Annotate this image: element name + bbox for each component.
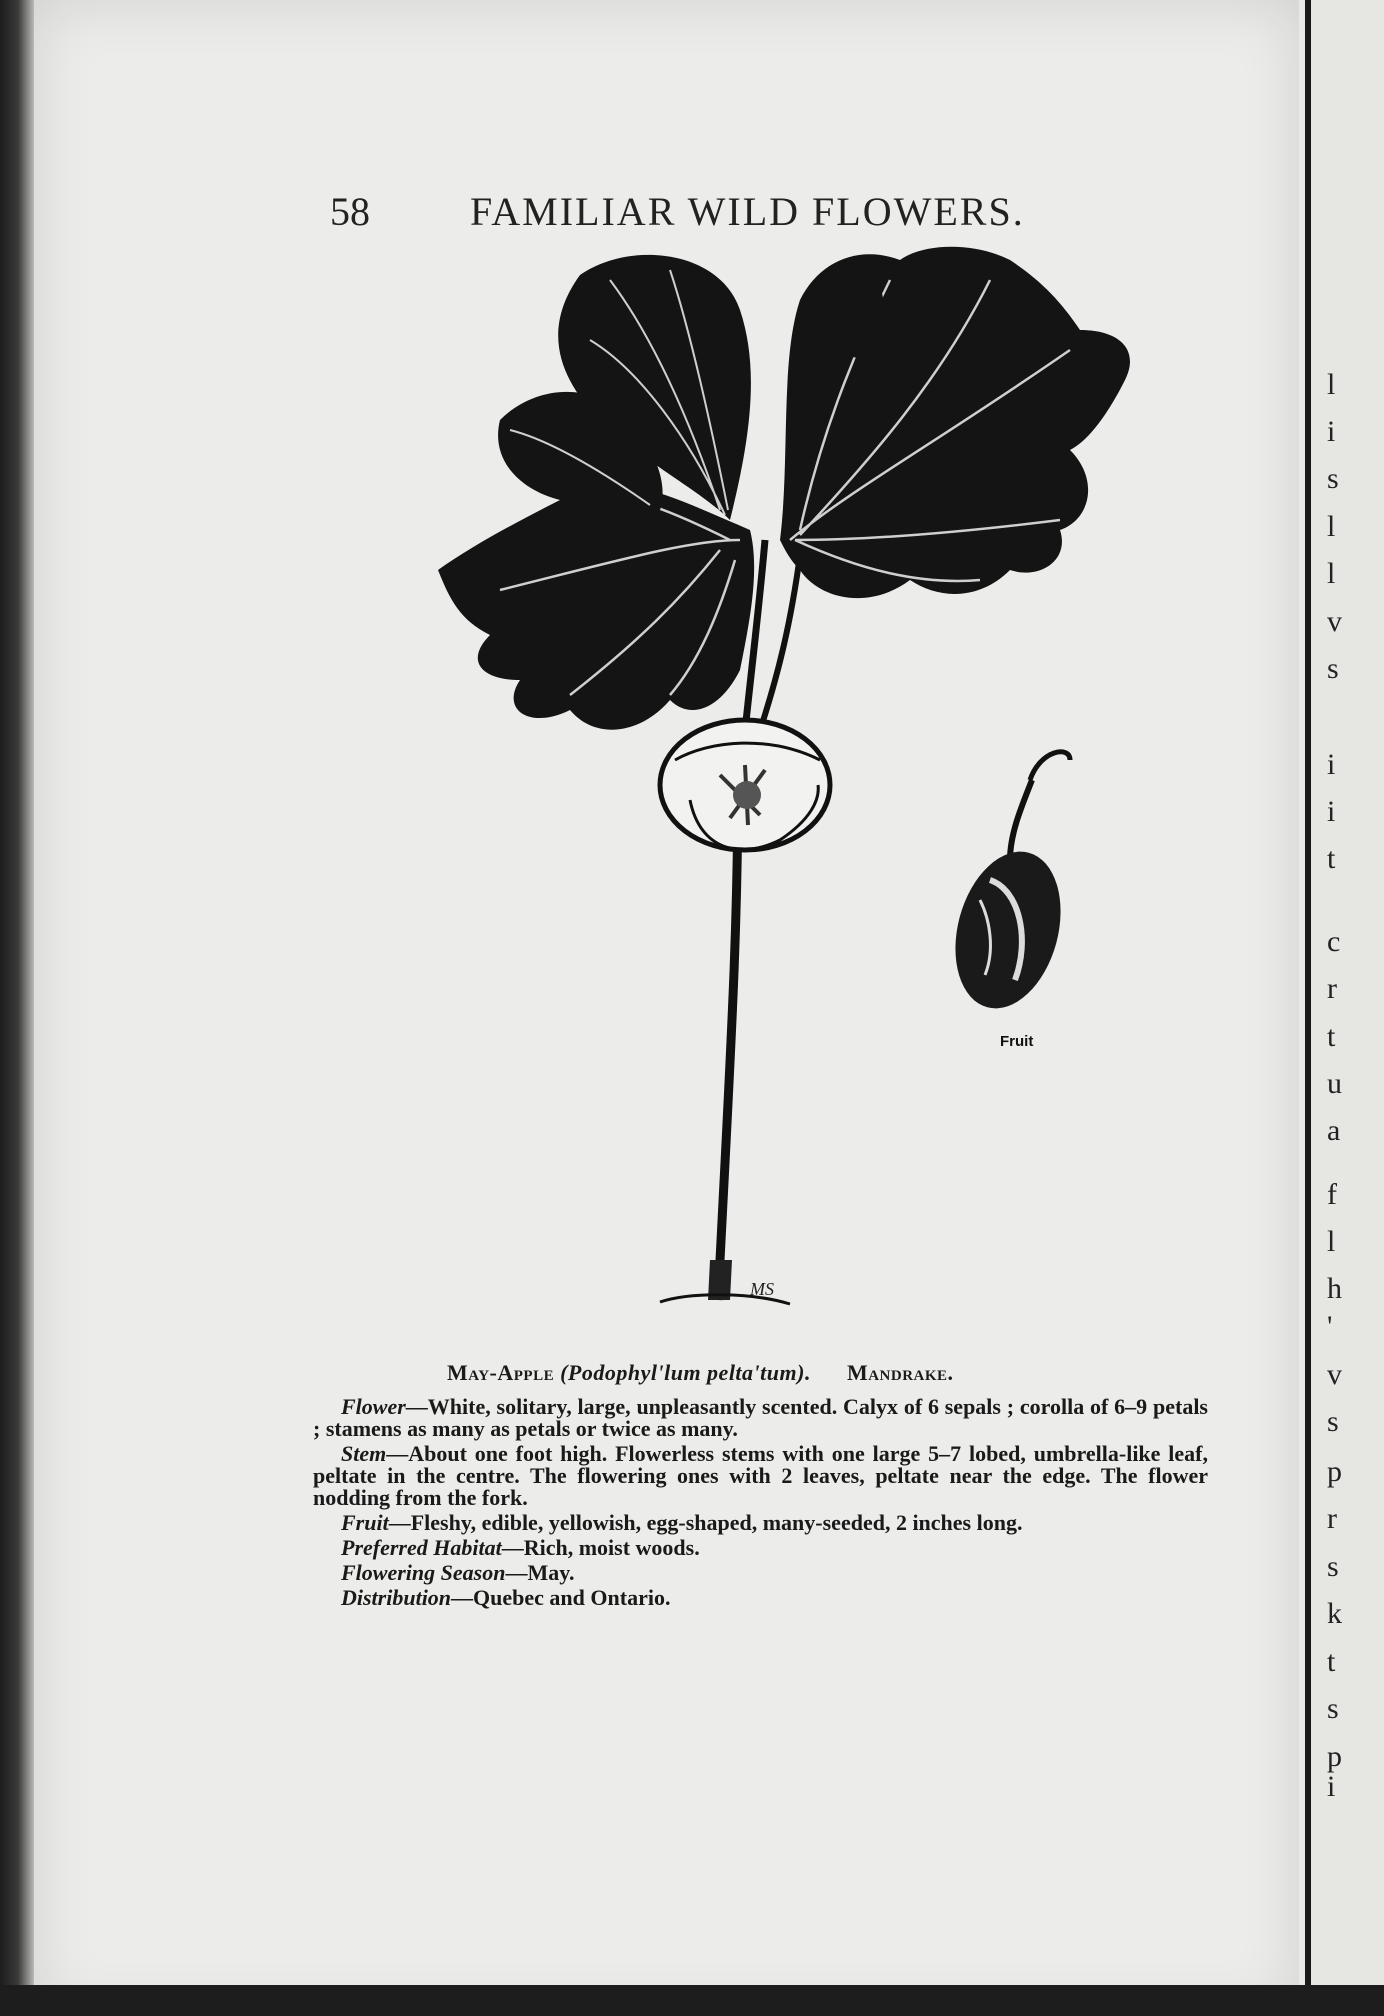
description-season [313, 1562, 1208, 1584]
page-number: 58 [330, 189, 370, 234]
adjacent-letter: ' [1327, 1310, 1333, 1343]
entry-text: —May. [505, 1560, 575, 1585]
adjacent-letter: u [1327, 1067, 1342, 1100]
alternate-name: Mandrake. [846, 1360, 954, 1385]
adjacent-letter: i [1327, 748, 1336, 781]
adjacent-letter: r [1327, 972, 1337, 1005]
adjacent-letter: c [1327, 925, 1341, 958]
adjacent-letter: l [1327, 557, 1336, 590]
entry-label: Fruit [341, 1510, 389, 1535]
description-habitat [313, 1537, 1208, 1559]
entry-text: —Fleshy, edible, yellowish, egg-shaped, many-seeded, 2 inches long. [388, 1510, 1023, 1535]
entry-text: —About one foot high. Flowerless stems with one large 5–7 lobed, umbrella-like leaf, peltate in the centre. The flowering ones with 2 leaves, peltate near the edge. The flower nodding from the fork. [313, 1441, 1208, 1510]
may-apple-illustration [420, 240, 1140, 1340]
scan-bottom-edge [0, 1985, 1384, 2016]
fruit-drawing [939, 752, 1077, 1020]
adjacent-letter: s [1327, 462, 1339, 495]
entry-label: Distribution [341, 1585, 452, 1610]
adjacent-letter: l [1327, 368, 1336, 401]
adjacent-letter: i [1327, 415, 1336, 448]
common-name: May-Apple [447, 1360, 555, 1385]
fruit-label: Fruit [1000, 1033, 1034, 1050]
nodding-flower [660, 720, 830, 850]
botanical-name: (Podophyl'lum pelta'tum). [560, 1360, 811, 1385]
adjacent-page-edge [1305, 0, 1384, 2016]
adjacent-letter: l [1327, 510, 1336, 543]
adjacent-letter: t [1327, 842, 1336, 875]
page-header [330, 180, 1130, 240]
adjacent-letter: i [1327, 795, 1336, 828]
entry-text: —Quebec and Ontario. [451, 1585, 671, 1610]
left-leaf [438, 255, 754, 730]
entry-label: Preferred Habitat [341, 1535, 502, 1560]
adjacent-letter: s [1327, 1405, 1339, 1438]
adjacent-letter: r [1327, 1502, 1337, 1535]
entry-label: Stem [341, 1441, 387, 1466]
artist-signature: MS [750, 1279, 774, 1299]
adjacent-letter: k [1327, 1597, 1342, 1630]
right-leaf [780, 247, 1130, 598]
entry-label: Flowering Season [341, 1560, 506, 1585]
adjacent-letter: p [1327, 1740, 1342, 1773]
adjacent-letter: s [1327, 652, 1339, 685]
adjacent-letter: l [1327, 1225, 1336, 1258]
adjacent-letter: v [1327, 1358, 1342, 1391]
adjacent-letter: f [1327, 1178, 1337, 1211]
species-title [447, 1362, 1208, 1384]
adjacent-letter: i [1327, 1770, 1336, 1803]
entry-text: —White, solitary, large, unpleasantly scented. Calyx of 6 sepals ; corolla of 6–9 petals ; stamens as many as petals or twice as many. [313, 1394, 1208, 1441]
species-description [313, 1362, 1208, 1612]
entry-text: —Rich, moist woods. [501, 1535, 700, 1560]
adjacent-letter: t [1327, 1645, 1336, 1678]
adjacent-letter: v [1327, 605, 1342, 638]
description-distribution [313, 1587, 1208, 1609]
adjacent-letter: a [1327, 1114, 1341, 1147]
description-flower [313, 1396, 1208, 1440]
adjacent-letter: s [1327, 1550, 1339, 1583]
description-stem [313, 1443, 1208, 1509]
adjacent-letter: t [1327, 1020, 1336, 1053]
description-fruit [313, 1512, 1208, 1534]
adjacent-letter: s [1327, 1692, 1339, 1725]
adjacent-letter: p [1327, 1455, 1342, 1488]
running-title: FAMILIAR WILD FLOWERS. [470, 189, 1025, 234]
adjacent-letter: h [1327, 1272, 1342, 1305]
entry-label: Flower [341, 1394, 406, 1419]
